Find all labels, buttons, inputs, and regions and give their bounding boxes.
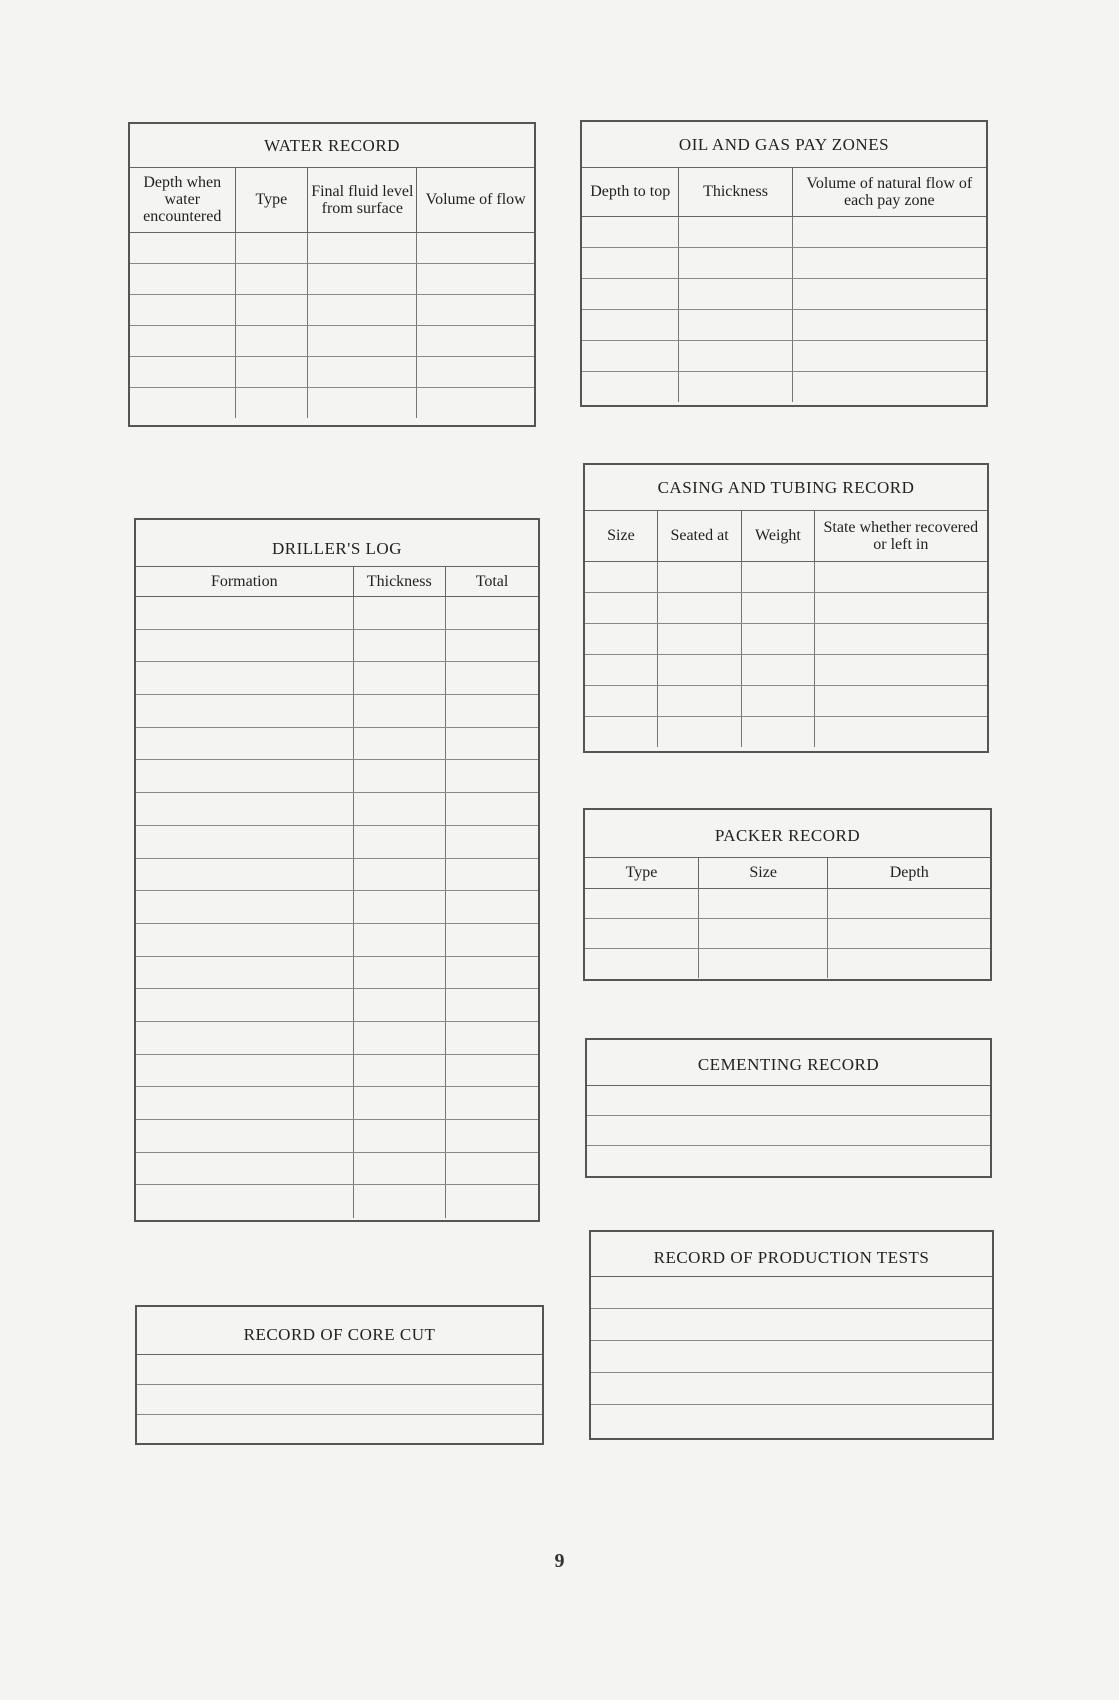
table-cell[interactable] xyxy=(698,888,828,918)
table-cell[interactable] xyxy=(792,216,986,247)
table-row xyxy=(136,793,538,826)
table-cell[interactable] xyxy=(417,263,534,294)
table-cell[interactable] xyxy=(585,623,657,654)
log-header-total: Total xyxy=(446,567,538,597)
page-number: 9 xyxy=(554,1550,565,1572)
table-cell[interactable] xyxy=(353,858,445,891)
blank-line[interactable] xyxy=(137,1385,542,1415)
table-cell[interactable] xyxy=(698,918,828,948)
packer-header-type: Type xyxy=(585,858,698,888)
oil-gas-title: OIL AND GAS PAY ZONES xyxy=(582,122,986,168)
table-cell[interactable] xyxy=(742,592,814,623)
table-cell[interactable] xyxy=(136,760,353,793)
water-record-form xyxy=(128,122,536,427)
table-cell[interactable] xyxy=(446,825,538,858)
table-cell[interactable] xyxy=(417,232,534,263)
table-cell[interactable] xyxy=(235,325,308,356)
table-cell[interactable] xyxy=(657,654,741,685)
oil-header-volume: Volume of natural flow of each pay zone xyxy=(792,168,986,216)
table-cell[interactable] xyxy=(417,387,534,418)
water-header-volume: Volume of flow xyxy=(417,168,534,232)
table-row xyxy=(130,294,534,325)
water-record-rows xyxy=(130,232,534,418)
packer-rows xyxy=(585,888,990,978)
table-row xyxy=(136,825,538,858)
table-cell[interactable] xyxy=(814,623,987,654)
table-cell[interactable] xyxy=(353,891,445,924)
table-cell[interactable] xyxy=(446,597,538,630)
table-row xyxy=(136,760,538,793)
table-row xyxy=(136,1152,538,1185)
oil-header-depth: Depth to top xyxy=(582,168,679,216)
table-cell[interactable] xyxy=(353,629,445,662)
table-cell[interactable] xyxy=(446,1021,538,1054)
table-cell[interactable] xyxy=(742,654,814,685)
table-cell[interactable] xyxy=(446,858,538,891)
table-cell[interactable] xyxy=(353,1185,445,1218)
table-cell[interactable] xyxy=(136,858,353,891)
table-row xyxy=(582,216,986,247)
production-tests-title: RECORD OF PRODUCTION TESTS xyxy=(591,1232,992,1277)
table-cell[interactable] xyxy=(446,727,538,760)
table-cell[interactable] xyxy=(828,948,990,978)
table-row xyxy=(585,592,987,623)
table-row xyxy=(136,727,538,760)
table-cell[interactable] xyxy=(582,371,679,402)
table-cell[interactable] xyxy=(582,340,679,371)
table-cell[interactable] xyxy=(814,685,987,716)
table-row xyxy=(136,695,538,728)
table-cell[interactable] xyxy=(582,216,679,247)
table-row xyxy=(585,685,987,716)
blank-line[interactable] xyxy=(587,1086,990,1116)
table-cell[interactable] xyxy=(353,727,445,760)
table-cell[interactable] xyxy=(446,793,538,826)
table-cell[interactable] xyxy=(417,325,534,356)
table-cell[interactable] xyxy=(235,356,308,387)
table-cell[interactable] xyxy=(136,891,353,924)
water-header-depth: Depth when water encountered xyxy=(130,168,235,232)
table-cell[interactable] xyxy=(353,1087,445,1120)
table-cell[interactable] xyxy=(679,216,792,247)
table-cell[interactable] xyxy=(136,956,353,989)
table-cell[interactable] xyxy=(308,387,417,418)
table-row xyxy=(585,918,990,948)
table-cell[interactable] xyxy=(235,232,308,263)
table-cell[interactable] xyxy=(585,888,698,918)
table-cell[interactable] xyxy=(792,371,986,402)
blank-line[interactable] xyxy=(591,1373,992,1405)
table-row xyxy=(585,948,990,978)
table-cell[interactable] xyxy=(742,716,814,747)
table-row xyxy=(585,623,987,654)
table-cell[interactable] xyxy=(446,1120,538,1153)
packer-title: PACKER RECORD xyxy=(585,810,990,858)
table-cell[interactable] xyxy=(136,923,353,956)
table-cell[interactable] xyxy=(136,1185,353,1218)
table-cell[interactable] xyxy=(308,325,417,356)
table-cell[interactable] xyxy=(698,948,828,978)
table-cell[interactable] xyxy=(446,695,538,728)
table-cell[interactable] xyxy=(235,263,308,294)
table-cell[interactable] xyxy=(308,356,417,387)
table-cell[interactable] xyxy=(657,561,741,592)
table-cell[interactable] xyxy=(136,1087,353,1120)
table-cell[interactable] xyxy=(814,654,987,685)
blank-line[interactable] xyxy=(587,1116,990,1146)
production-tests-form xyxy=(589,1230,994,1440)
table-cell[interactable] xyxy=(446,1054,538,1087)
table-cell[interactable] xyxy=(585,948,698,978)
table-row xyxy=(582,340,986,371)
table-cell[interactable] xyxy=(136,1054,353,1087)
table-cell[interactable] xyxy=(130,325,235,356)
blank-line[interactable] xyxy=(587,1146,990,1176)
cementing-form xyxy=(585,1038,992,1178)
table-row xyxy=(136,989,538,1022)
table-cell[interactable] xyxy=(130,356,235,387)
table-cell[interactable] xyxy=(446,1185,538,1218)
table-row xyxy=(585,654,987,685)
oil-gas-table xyxy=(582,168,986,402)
table-cell[interactable] xyxy=(308,263,417,294)
table-cell[interactable] xyxy=(828,918,990,948)
table-row xyxy=(136,891,538,924)
table-cell[interactable] xyxy=(742,561,814,592)
table-cell[interactable] xyxy=(585,685,657,716)
table-cell[interactable] xyxy=(136,727,353,760)
oil-gas-rows xyxy=(582,216,986,402)
casing-header-size: Size xyxy=(585,511,657,561)
blank-line[interactable] xyxy=(591,1309,992,1341)
table-cell[interactable] xyxy=(679,278,792,309)
table-cell[interactable] xyxy=(130,387,235,418)
casing-header-seated: Seated at xyxy=(657,511,741,561)
table-cell[interactable] xyxy=(446,956,538,989)
table-row xyxy=(130,232,534,263)
table-cell[interactable] xyxy=(446,760,538,793)
table-cell[interactable] xyxy=(585,592,657,623)
table-cell[interactable] xyxy=(446,891,538,924)
packer-header-depth: Depth xyxy=(828,858,990,888)
log-header-thickness: Thickness xyxy=(353,567,445,597)
table-cell[interactable] xyxy=(582,247,679,278)
table-cell[interactable] xyxy=(353,956,445,989)
table-cell[interactable] xyxy=(130,294,235,325)
table-cell[interactable] xyxy=(235,294,308,325)
table-cell[interactable] xyxy=(792,247,986,278)
table-row xyxy=(136,662,538,695)
table-cell[interactable] xyxy=(679,371,792,402)
casing-rows xyxy=(585,561,987,747)
table-row xyxy=(136,923,538,956)
cementing-lines xyxy=(587,1086,990,1176)
oil-header-thickness: Thickness xyxy=(679,168,792,216)
drillers-log-table xyxy=(136,566,538,1218)
table-row xyxy=(136,1021,538,1054)
table-row xyxy=(136,956,538,989)
table-cell[interactable] xyxy=(657,623,741,654)
table-cell[interactable] xyxy=(657,592,741,623)
table-row xyxy=(136,1185,538,1218)
table-cell[interactable] xyxy=(679,247,792,278)
water-header-type: Type xyxy=(235,168,308,232)
table-cell[interactable] xyxy=(136,662,353,695)
table-row xyxy=(585,716,987,747)
blank-line[interactable] xyxy=(137,1415,542,1445)
core-cut-lines xyxy=(137,1355,542,1445)
table-cell[interactable] xyxy=(130,263,235,294)
blank-line[interactable] xyxy=(591,1341,992,1373)
table-row xyxy=(136,1054,538,1087)
casing-form xyxy=(583,463,989,753)
table-row xyxy=(130,387,534,418)
table-cell[interactable] xyxy=(353,1054,445,1087)
table-cell[interactable] xyxy=(417,356,534,387)
core-cut-form xyxy=(135,1305,544,1445)
table-cell[interactable] xyxy=(136,1152,353,1185)
table-cell[interactable] xyxy=(136,695,353,728)
table-cell[interactable] xyxy=(446,662,538,695)
table-cell[interactable] xyxy=(679,309,792,340)
table-cell[interactable] xyxy=(792,278,986,309)
table-cell[interactable] xyxy=(446,1087,538,1120)
drillers-log-form xyxy=(134,518,540,1222)
core-cut-title: RECORD OF CORE CUT xyxy=(137,1307,542,1355)
table-cell[interactable] xyxy=(353,760,445,793)
table-cell[interactable] xyxy=(308,294,417,325)
oil-gas-form xyxy=(580,120,988,407)
table-cell[interactable] xyxy=(792,309,986,340)
water-record-title: WATER RECORD xyxy=(130,124,534,168)
blank-line[interactable] xyxy=(591,1405,992,1437)
table-cell[interactable] xyxy=(353,1152,445,1185)
casing-header-state: State whether recovered or left in xyxy=(814,511,987,561)
table-cell[interactable] xyxy=(353,989,445,1022)
table-cell[interactable] xyxy=(353,825,445,858)
water-record-table xyxy=(130,168,534,418)
table-cell[interactable] xyxy=(814,561,987,592)
table-cell[interactable] xyxy=(136,597,353,630)
table-cell[interactable] xyxy=(353,1120,445,1153)
drillers-log-title: DRILLER'S LOG xyxy=(272,539,402,558)
packer-table xyxy=(585,858,990,978)
table-cell[interactable] xyxy=(582,309,679,340)
table-cell[interactable] xyxy=(130,232,235,263)
table-cell[interactable] xyxy=(308,232,417,263)
table-cell[interactable] xyxy=(679,340,792,371)
table-cell[interactable] xyxy=(353,923,445,956)
table-cell[interactable] xyxy=(417,294,534,325)
table-row xyxy=(585,561,987,592)
table-cell[interactable] xyxy=(792,340,986,371)
table-cell[interactable] xyxy=(353,695,445,728)
table-cell[interactable] xyxy=(353,793,445,826)
table-cell[interactable] xyxy=(446,629,538,662)
table-cell[interactable] xyxy=(742,623,814,654)
table-row xyxy=(136,597,538,630)
table-cell[interactable] xyxy=(446,1152,538,1185)
table-row xyxy=(136,629,538,662)
table-row xyxy=(130,325,534,356)
production-tests-lines xyxy=(591,1277,992,1437)
blank-line[interactable] xyxy=(137,1355,542,1385)
table-cell[interactable] xyxy=(585,918,698,948)
table-cell[interactable] xyxy=(446,923,538,956)
table-cell[interactable] xyxy=(585,654,657,685)
casing-table xyxy=(585,511,987,747)
table-cell[interactable] xyxy=(742,685,814,716)
casing-title: CASING AND TUBING RECORD xyxy=(585,465,987,511)
table-cell[interactable] xyxy=(585,716,657,747)
table-row xyxy=(136,1120,538,1153)
drillers-log-rows xyxy=(136,597,538,1218)
table-cell[interactable] xyxy=(814,592,987,623)
table-row xyxy=(585,888,990,918)
table-cell[interactable] xyxy=(353,1021,445,1054)
table-row xyxy=(130,356,534,387)
casing-header-weight: Weight xyxy=(742,511,814,561)
table-cell[interactable] xyxy=(353,597,445,630)
table-cell[interactable] xyxy=(585,561,657,592)
table-row xyxy=(136,1087,538,1120)
table-cell[interactable] xyxy=(657,685,741,716)
table-cell[interactable] xyxy=(136,1120,353,1153)
water-header-fluid-level: Final fluid level from surface xyxy=(308,168,417,232)
table-row xyxy=(582,247,986,278)
table-cell[interactable] xyxy=(657,716,741,747)
table-cell[interactable] xyxy=(136,1021,353,1054)
log-header-formation: Formation xyxy=(136,567,353,597)
packer-form xyxy=(583,808,992,981)
table-row xyxy=(136,858,538,891)
table-cell[interactable] xyxy=(136,793,353,826)
table-cell[interactable] xyxy=(353,662,445,695)
blank-line[interactable] xyxy=(591,1277,992,1309)
table-row xyxy=(582,278,986,309)
table-row xyxy=(582,371,986,402)
table-cell[interactable] xyxy=(136,629,353,662)
table-cell[interactable] xyxy=(814,716,987,747)
table-cell[interactable] xyxy=(136,989,353,1022)
table-row xyxy=(130,263,534,294)
table-cell[interactable] xyxy=(446,989,538,1022)
packer-header-size: Size xyxy=(698,858,828,888)
table-cell[interactable] xyxy=(136,825,353,858)
table-cell[interactable] xyxy=(235,387,308,418)
cementing-title: CEMENTING RECORD xyxy=(587,1040,990,1086)
table-cell[interactable] xyxy=(582,278,679,309)
table-row xyxy=(582,309,986,340)
table-cell[interactable] xyxy=(828,888,990,918)
